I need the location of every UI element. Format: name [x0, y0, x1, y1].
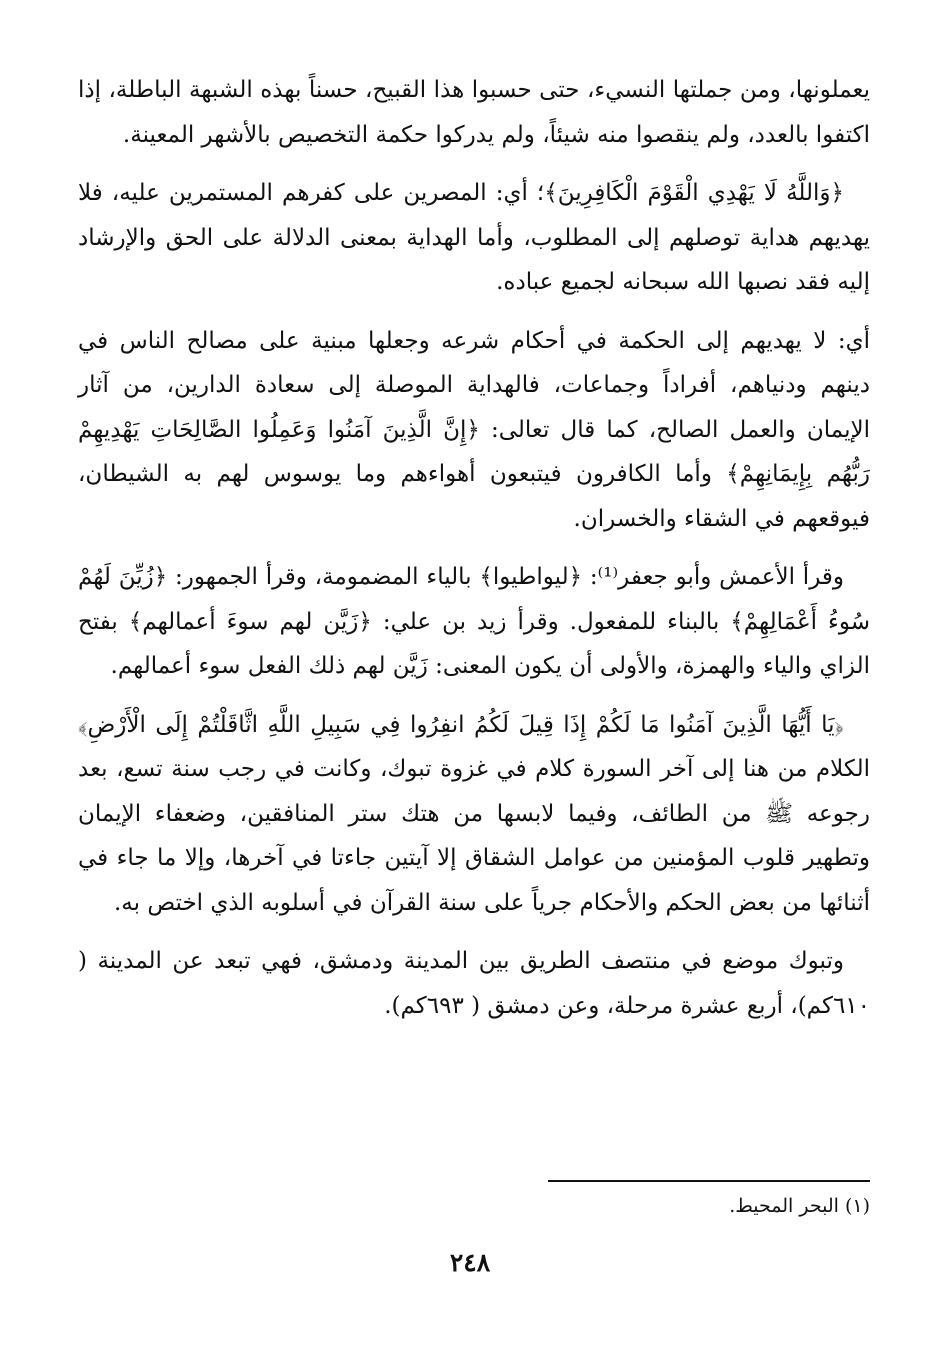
paragraph-3: أي: لا يهديهم إلى الحكمة في أحكام شرعه وجعلها مبنية على مصالح الناس في دينهم ودنياهم، أفراداً وجماعات، فالهداية الموصلة إلى سعادة الدارين، من آثار الإيمان والعمل الصالح، كما قال تعالى: ﴿إِنَّ الَّذِينَ آمَنُوا وَعَمِلُوا الصَّالِحَاتِ يَهْدِيهِمْ رَبُّهُم بِإِيمَانِهِمْ﴾ وأما الكافرون فيتبعون أهواءهم وما يوسوس لهم به الشيطان، فيوقعهم في الشقاء والخسران.: [78, 327, 870, 532]
footnote-divider: [548, 1180, 870, 1182]
paragraph-2: ﴿وَاللَّهُ لَا يَهْدِي الْقَوْمَ الْكَافِرِينَ﴾؛ أي: المصرين على كفرهم المستمرين عليه، فلا يهديهم هداية توصلهم إلى المطلوب، وأما الهداية بمعنى الدلالة على الحق والإرشاد إليه فقد نصبها الله سبحانه لجميع عباده.: [78, 180, 870, 295]
paragraph-4: وقرأ الأعمش وأبو جعفر⁽¹⁾: ﴿ليواطيوا﴾ بالياء المضمومة، وقرأ الجمهور: ﴿زُيِّنَ لَهُمْ سُوءُ أَعْمَالِهِمْ﴾ بالبناء للمفعول. وقرأ زيد بن علي: ﴿زَيَّن لهم سوءَ أعمالهم﴾ بفتح الزاي والياء والهمزة، والأولى أن يكون المعنى: زَيَّن لهم ذلك الفعل سوء أعمالهم.: [78, 564, 870, 679]
page-number: ٢٤٨: [449, 1248, 491, 1277]
paragraph-1: يعملونها، ومن جملتها النسيء، حتى حسبوا هذا القبيح، حسناً بهذه الشبهة الباطلة، إذا اكتفوا بالعدد، ولم ينقصوا منه شيئاً، ولم يدركوا حكمة التخصيص بالأشهر المعينة.: [78, 77, 870, 148]
paragraph-6: وتبوك موضع في منتصف الطريق بين المدينة ودمشق، فهي تبعد عن المدينة ( ٦١٠كم)، أربع عشرة مرحلة، وعن دمشق ( ٦٩٣كم).: [78, 948, 870, 1019]
paragraph-5: ﴿يَا أَيُّهَا الَّذِينَ آمَنُوا مَا لَكُمْ إِذَا قِيلَ لَكُمُ انفِرُوا فِي سَبِيلِ اللَّهِ اثَّاقَلْتُمْ إِلَى الْأَرْضِ﴾ الكلام من هنا إلى آخر السورة كلام في غزوة تبوك، وكانت في رجب سنة تسع، بعد رجوعه ﷺ من الطائف، وفيما لابسها من هتك ستر المنافقين، وضعفاء الإيمان وتطهير قلوب المؤمنين من عوامل الشقاق إلا آيتين جاءتا في آخرها، وإلا ما جاء في أثنائها من بعض الحكم والأحكام جرياً على سنة القرآن في أسلوبه الذي اختص به.: [78, 711, 870, 916]
main-text: [78, 68, 870, 1042]
footnote: (١) البحر المحيط.: [729, 1195, 870, 1217]
